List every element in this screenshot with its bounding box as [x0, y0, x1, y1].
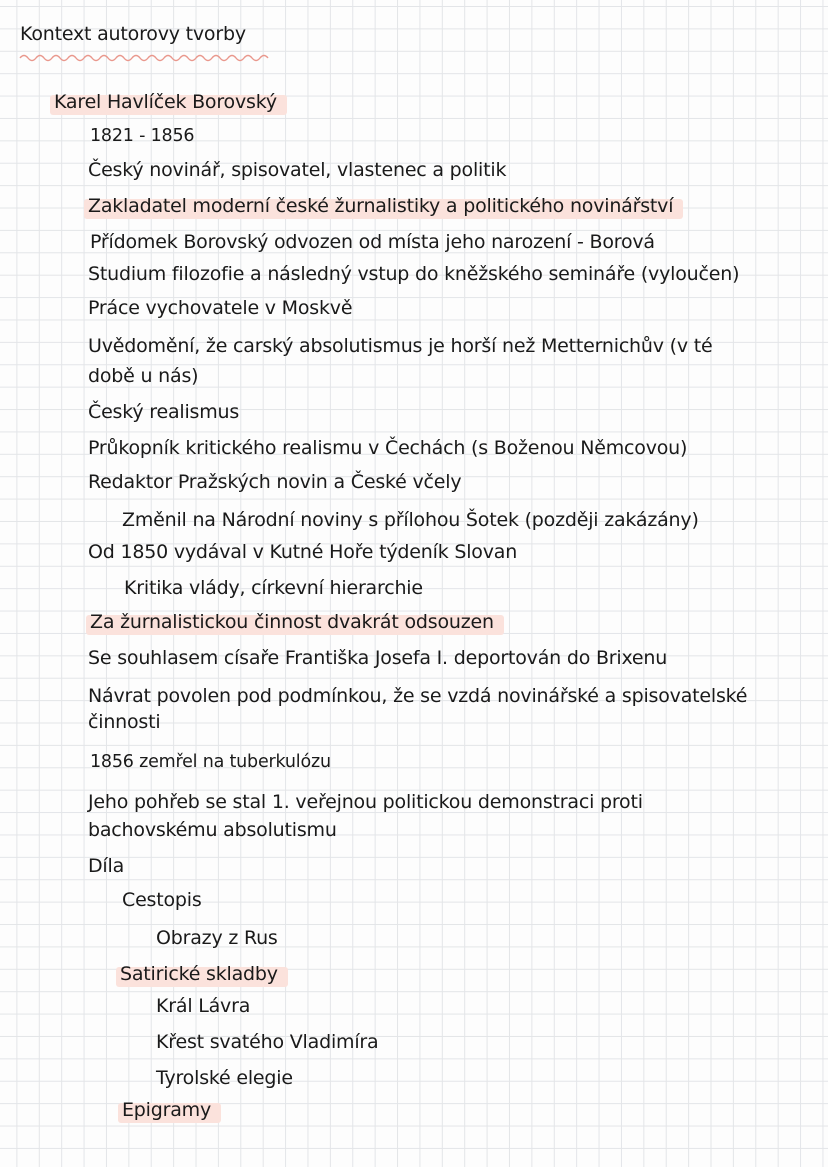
- note-line: Český realismus: [88, 401, 240, 423]
- note-line: Studium filozofie a následný vstup do kněžského semináře (vyloučen): [88, 263, 740, 285]
- author-heading: Karel Havlíček Borovský: [54, 91, 277, 113]
- note-line: Český novinář, spisovatel, vlastenec a politik: [88, 159, 507, 181]
- work-item: Obrazy z Rus: [156, 927, 278, 949]
- title-underline-squiggle: [18, 50, 273, 64]
- works-travelogue-heading: Cestopis: [122, 889, 202, 911]
- note-line-highlighted: Zakladatel moderní české žurnalistiky a politického novinářství: [88, 195, 674, 217]
- note-line: Práce vychovatele v Moskvě: [88, 297, 353, 319]
- note-line: době u nás): [88, 365, 199, 387]
- note-line-indented: Změnil na Národní noviny s přílohou Šotek (později zakázány): [122, 509, 699, 531]
- work-item: Křest svatého Vladimíra: [156, 1031, 379, 1053]
- works-heading: Díla: [88, 855, 125, 877]
- note-line: Redaktor Pražských novin a České včely: [88, 471, 462, 493]
- note-line: Uvědomění, že carský absolutismus je horší než Metternichův (v té: [88, 335, 713, 357]
- note-line-dates: 1821 - 1856: [90, 126, 195, 146]
- note-line: Se souhlasem císaře Františka Josefa I. deportován do Brixenu: [88, 647, 668, 669]
- note-line: 1856 zemřel na tuberkulózu: [90, 752, 331, 772]
- note-line: Přídomek Borovský odvozen od místa jeho narození - Borová: [90, 231, 655, 253]
- works-satire-heading: Satirické skladby: [120, 963, 278, 985]
- note-line: Návrat povolen pod podmínkou, že se vzdá novinářské a spisovatelské: [88, 685, 748, 707]
- note-line: Od 1850 vydával v Kutné Hoře týdeník Slovan: [88, 541, 518, 563]
- note-line: Jeho pohřeb se stal 1. veřejnou politickou demonstraci proti: [88, 791, 643, 813]
- page-title: Kontext autorovy tvorby: [20, 23, 246, 45]
- work-item: Král Lávra: [156, 995, 251, 1017]
- note-line: činnosti: [88, 711, 161, 733]
- works-epigrams-heading: Epigramy: [122, 1099, 212, 1121]
- note-line: bachovskému absolutismu: [88, 819, 337, 841]
- note-line: Průkopník kritického realismu v Čechách (s Boženou Němcovou): [88, 437, 688, 459]
- note-line-highlighted: Za žurnalistickou činnost dvakrát odsouzen: [90, 611, 494, 633]
- work-item: Tyrolské elegie: [156, 1067, 293, 1089]
- note-line-indented: Kritika vlády, církevní hierarchie: [124, 577, 423, 599]
